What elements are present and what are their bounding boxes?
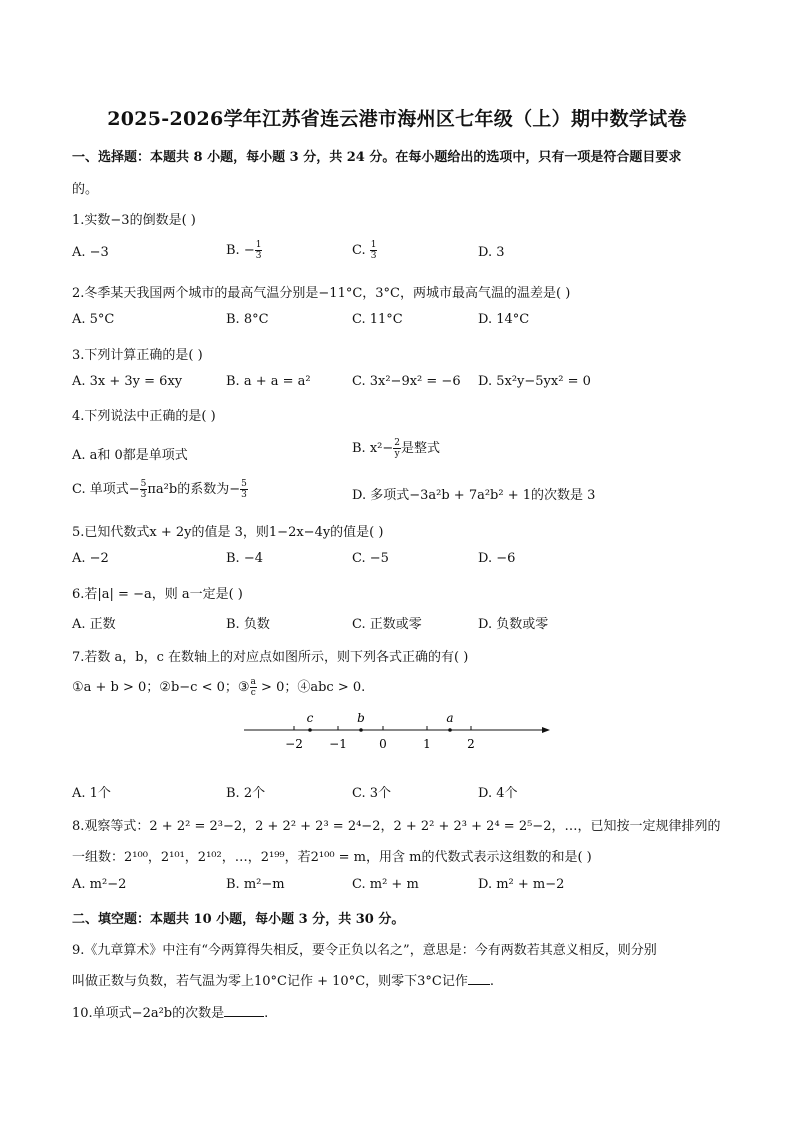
question-5-stem: 5.已知代数式x + 2y的值是 3，则1−2x−4y的值是( ) xyxy=(72,525,384,540)
tick-label: −2 xyxy=(285,737,303,751)
q4-option-c: C. 单项式− $\frac{5}{3}$ πa²b的系数为− $\frac{5}{3}$ xyxy=(72,479,247,500)
answer-blank[interactable] xyxy=(468,972,490,985)
q7-option-a: A. 1个 xyxy=(72,786,111,801)
q4-option-b: B. x²− $\frac{2}{y}$ 是整式 xyxy=(352,438,441,459)
tick-label: 2 xyxy=(467,737,475,751)
q2-option-d: D. 14°C xyxy=(478,312,530,327)
question-3-stem: 3.下列计算正确的是( ) xyxy=(72,348,203,363)
question-1-stem: 1.实数−3的倒数是( ) xyxy=(72,213,196,228)
tick-label: −1 xyxy=(329,737,347,751)
axis-ticks xyxy=(294,726,471,730)
question-8-stem: 8.观察等式：2 + 2² = 2³−2，2 + 2² + 2³ = 2⁴−2，2 + 2² + 2³ + 2⁴ = 2⁵−2，…，已知按一定规律排列的 xyxy=(72,819,721,834)
q5-option-a: A. −2 xyxy=(72,551,109,566)
question-6-stem: 6.若|a| = −a，则 a一定是( ) xyxy=(72,587,243,602)
answer-blank[interactable] xyxy=(224,1004,264,1017)
q5-option-d: D. −6 xyxy=(478,551,516,566)
section-1-header-cont: 的。 xyxy=(72,182,99,197)
q6-option-b: B. 负数 xyxy=(226,617,270,632)
point-c xyxy=(308,728,312,732)
q1-option-a: A. −3 xyxy=(72,245,109,260)
q8-option-b: B. m²−m xyxy=(226,877,285,892)
q6-option-d: D. 负数或零 xyxy=(478,617,549,632)
point-label: c xyxy=(306,711,314,725)
q8-option-c: C. m² + m xyxy=(352,877,419,892)
number-line xyxy=(240,708,560,756)
q7-option-b: B. 2个 xyxy=(226,786,266,801)
q3-option-c: C. 3x²−9x² = −6 xyxy=(352,374,461,389)
q8-option-d: D. m² + m−2 xyxy=(478,877,565,892)
point-label: b xyxy=(357,711,365,725)
tick-label: 0 xyxy=(379,737,387,751)
question-10-text: 10.单项式−2a²b的次数是 . xyxy=(72,1006,269,1021)
q2-option-a: A. 5°C xyxy=(72,312,115,327)
q5-option-b: B. −4 xyxy=(226,551,263,566)
q7-option-d: D. 4个 xyxy=(478,786,518,801)
q5-option-c: C. −5 xyxy=(352,551,389,566)
question-4-stem: 4.下列说法中正确的是( ) xyxy=(72,409,216,424)
q4-option-d: D. 多项式−3a²b + 7a²b² + 1的次数是 3 xyxy=(352,488,596,503)
section-1-header: 一、选择题：本题共 8 小题，每小题 3 分，共 24 分。在每小题给出的选项中，只有一项是符合题目要求 xyxy=(72,150,682,165)
point-b xyxy=(359,728,363,732)
q3-option-a: A. 3x + 3y = 6xy xyxy=(72,374,183,389)
question-9-text-cont: 叫做正数与负数，若气温为零上10°C记作 + 10°C，则零下3°C记作 . xyxy=(72,974,494,989)
q1-option-b: B. − $\frac{1}{3}$ xyxy=(226,240,262,261)
q4-option-a: A. a和 0都是单项式 xyxy=(72,448,188,463)
q3-option-d: D. 5x²y−5yx² = 0 xyxy=(478,374,591,389)
q6-option-c: C. 正数或零 xyxy=(352,617,422,632)
q1-option-c: C. $\frac{1}{3}$ xyxy=(352,240,377,261)
question-8-stem-cont: 一组数：2¹⁰⁰，2¹⁰¹，2¹⁰²，…，2¹⁹⁹，若2¹⁰⁰ = m，用含 m的代数式表示这组数的和是( ) xyxy=(72,850,592,865)
tick-label: 1 xyxy=(423,737,431,751)
q2-option-c: C. 11°C xyxy=(352,312,403,327)
q7-conditions: ①a + b > 0；②b−c < 0；③ $\frac{a}{c}$ > 0；④abc > 0. xyxy=(72,677,366,698)
question-7-stem: 7.若数 a，b，c 在数轴上的对应点如图所示，则下列各式正确的有( ) xyxy=(72,650,469,665)
q1-option-d: D. 3 xyxy=(478,245,505,260)
question-9-text: 9.《九章算术》中注有“今两算得失相反，要令正负以名之”，意思是：今有两数若其意义相反，则分别 xyxy=(72,943,657,958)
q7-option-c: C. 3个 xyxy=(352,786,392,801)
point-a xyxy=(448,728,452,732)
q6-option-a: A. 正数 xyxy=(72,617,116,632)
question-2-stem: 2.冬季某天我国两个城市的最高气温分别是−11°C，3°C，两城市最高气温的温差是( ) xyxy=(72,286,571,301)
point-label: a xyxy=(446,711,454,725)
q2-option-b: B. 8°C xyxy=(226,312,269,327)
section-2-header: 二、填空题：本题共 10 小题，每小题 3 分，共 30 分。 xyxy=(72,912,405,927)
page-title: 2025-2026学年江苏省连云港市海州区七年级（上）期中数学试卷 xyxy=(107,108,687,130)
q3-option-b: B. a + a = a² xyxy=(226,374,311,389)
q8-option-a: A. m²−2 xyxy=(72,877,127,892)
